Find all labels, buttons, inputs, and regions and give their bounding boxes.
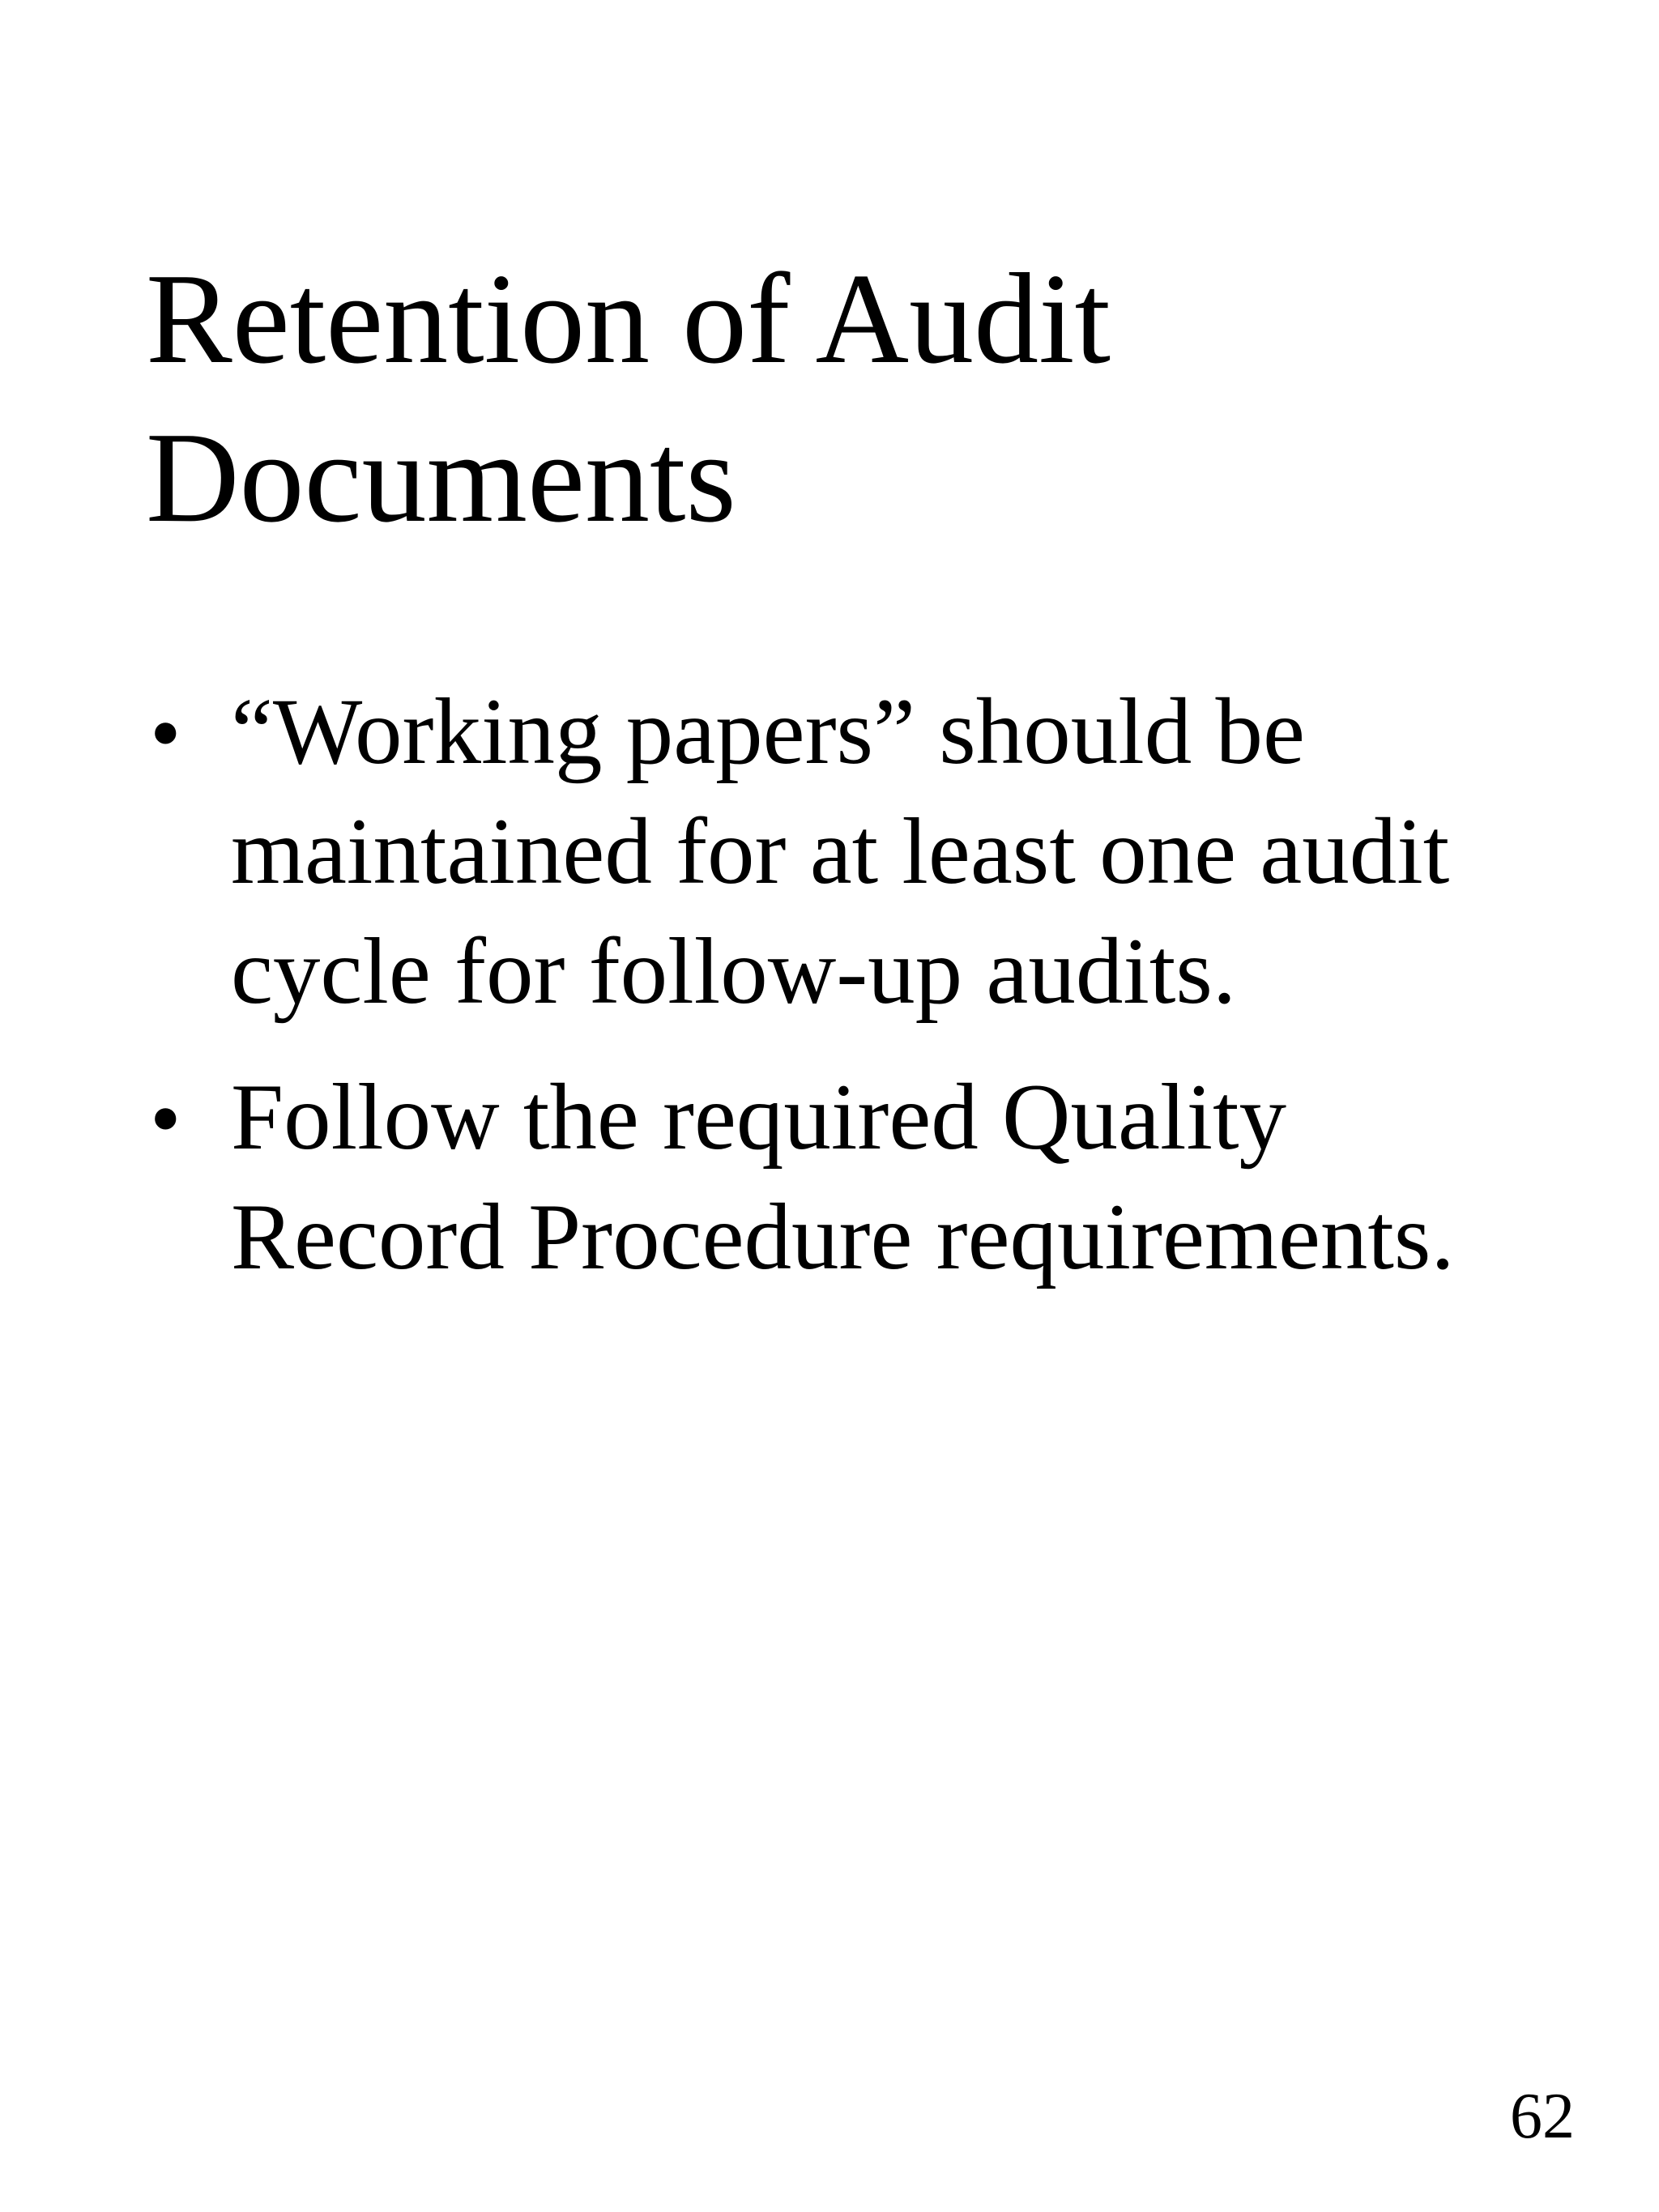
bullet-item [146, 672, 1588, 1032]
bullet-list [146, 672, 1588, 1323]
slide-title-line: Retention of Audit [146, 246, 1111, 390]
slide-title [146, 239, 1563, 556]
bullet-line: maintained for at least one audit [231, 799, 1450, 904]
bullet-item [146, 1058, 1588, 1298]
bullet-line: Follow the required Quality [231, 1065, 1286, 1170]
bullet-line: Record Procedure requirements. [231, 1185, 1455, 1289]
bullet-text [231, 672, 1588, 1032]
bullet-line: cycle for follow-up audits. [231, 919, 1237, 1024]
bullet-icon: • [150, 1069, 181, 1168]
bullet-text [231, 1058, 1588, 1298]
page-number: 62 [1510, 2081, 1575, 2152]
bullet-line: “Working papers” should be [231, 680, 1305, 784]
slide-title-line: Documents [146, 405, 736, 549]
bullet-icon: • [150, 684, 181, 782]
